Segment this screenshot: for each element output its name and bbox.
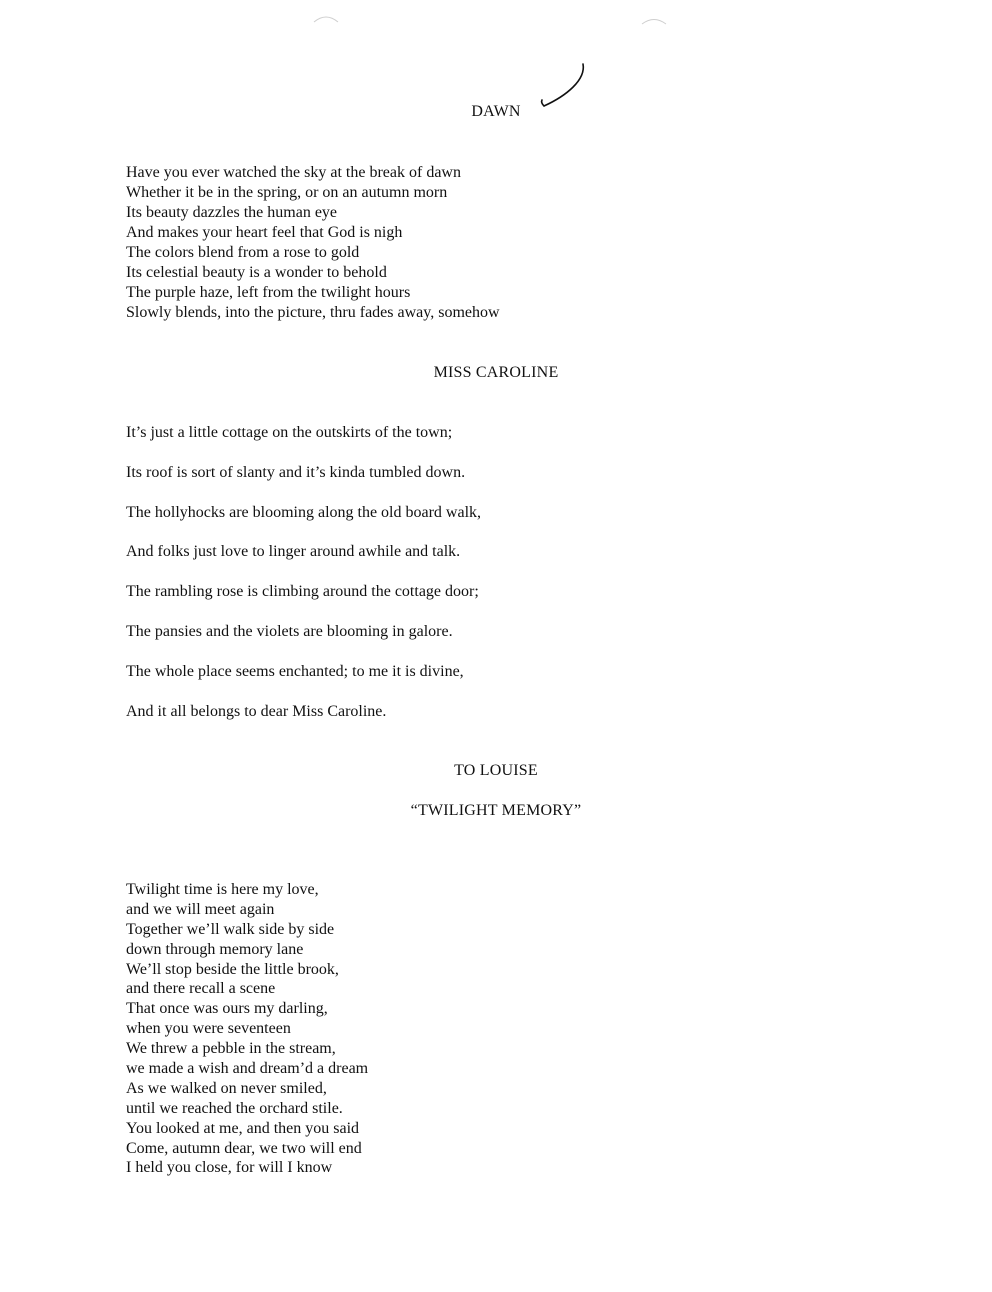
poem-line: and we will meet again xyxy=(126,900,275,918)
poem-dedication: TO LOUISE xyxy=(454,762,538,779)
poem-line: It’s just a little cottage on the outskirts of the town; xyxy=(126,424,453,441)
poem-line: As we walked on never smiled, xyxy=(126,1079,327,1097)
poem-line: The colors blend from a rose to gold xyxy=(126,244,360,261)
poem-line: and there recall a scene xyxy=(126,980,276,998)
poem-line: Slowly blends, into the picture, thru fades away, somehow xyxy=(126,304,500,321)
poem-line: You looked at me, and then you said xyxy=(126,1119,360,1137)
poem-line: Its roof is sort of slanty and it’s kinda tumbled down. xyxy=(126,463,466,481)
poem-twilight-memory-stanza xyxy=(126,880,368,1178)
handwritten-check-mark xyxy=(542,64,584,106)
poem-title-twilight-memory: “TWILIGHT MEMORY” xyxy=(410,802,582,819)
poem-line: Its beauty dazzles the human eye xyxy=(126,204,338,221)
poem-line: The whole place seems enchanted; to me it is divine, xyxy=(126,662,464,680)
punch-hole-mark-left xyxy=(314,17,338,22)
poem-line: The purple haze, left from the twilight hours xyxy=(126,284,411,301)
poem-line: Have you ever watched the sky at the break of dawn xyxy=(126,164,461,181)
poem-line: Together we’ll walk side by side xyxy=(126,920,335,938)
poem-line: Whether it be in the spring, or on an autumn morn xyxy=(126,184,448,201)
poem-line: The hollyhocks are blooming along the old board walk, xyxy=(126,503,482,521)
poem-line: we made a wish and dream’d a dream xyxy=(126,1060,369,1078)
poem-line: Twilight time is here my love, xyxy=(126,881,319,898)
poem-line: That once was ours my darling, xyxy=(126,1000,328,1018)
poem-line: We’ll stop beside the little brook, xyxy=(126,960,339,978)
poem-line: Its celestial beauty is a wonder to behold xyxy=(126,264,387,281)
poem-line: And folks just love to linger around awhile and talk. xyxy=(126,543,461,561)
poem-line: Come, autumn dear, we two will end xyxy=(126,1139,362,1157)
poem-line: The pansies and the violets are blooming in galore. xyxy=(126,622,453,640)
poem-line: when you were seventeen xyxy=(126,1020,291,1038)
poem-line: And makes your heart feel that God is nigh xyxy=(126,224,403,241)
poem-line: I held you close, for will I know xyxy=(126,1159,333,1177)
poem-dawn-stanza xyxy=(126,163,500,323)
poem-title-miss-caroline: MISS CAROLINE xyxy=(433,364,559,381)
poem-miss-caroline-stanza xyxy=(126,423,481,741)
poem-line: The rambling rose is climbing around the cottage door; xyxy=(126,583,479,601)
poem-line: We threw a pebble in the stream, xyxy=(126,1040,336,1058)
poem-line: until we reached the orchard stile. xyxy=(126,1099,343,1117)
poem-title-dawn: DAWN xyxy=(471,103,521,120)
poem-line: And it all belongs to dear Miss Caroline. xyxy=(126,702,387,720)
poem-line: down through memory lane xyxy=(126,940,304,958)
punch-hole-mark-right xyxy=(642,20,666,25)
